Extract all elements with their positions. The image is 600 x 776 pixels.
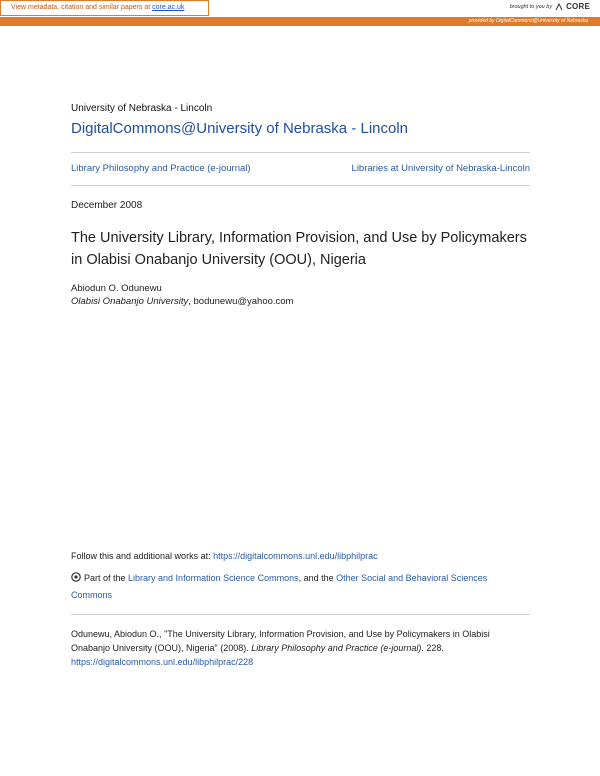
social-sciences-commons-link[interactable]: Other Social and Behavioral Sciences Commons [71, 573, 488, 600]
citation-number: . 228. [421, 643, 444, 653]
follow-line [71, 551, 378, 561]
citation-text: Odunewu, Abiodun O., "The University Library, Information Provision, and Use by Policymakers in Olabisi Onabanjo University (OOU), Nigeria" (2008). [71, 629, 490, 653]
core-arrow-icon [555, 3, 563, 11]
citation-url-link[interactable]: https://digitalcommons.unl.edu/libphilprac/228 [71, 657, 254, 667]
core-provided-text: provided by DigitalCommons@University of Nebraska [468, 18, 588, 24]
affiliation-institution: Olabisi Onabanjo University [71, 296, 189, 307]
core-metadata-box[interactable] [0, 0, 209, 16]
article-title: The University Library, Information Provision, and Use by Policymakers in Olabisi Onabanjo University (OOU), Nigeria [71, 230, 527, 268]
libraries-link[interactable]: Libraries at University of Nebraska-Lincoln [351, 163, 530, 174]
citation-journal: Library Philosophy and Practice (e-journal) [251, 643, 422, 653]
follow-link[interactable]: https://digitalcommons.unl.edu/libphilprac [213, 551, 378, 561]
creative-commons-icon [71, 572, 81, 582]
commons-line [71, 570, 530, 604]
collection-links [71, 163, 530, 174]
core-link[interactable]: core.ac.uk [152, 4, 185, 11]
repository-title[interactable]: DigitalCommons@University of Nebraska - Lincoln [71, 120, 409, 137]
affiliation-email: , bodunewu@yahoo.com [188, 296, 294, 307]
institution-name: University of Nebraska - Lincoln [71, 103, 213, 114]
core-banner [0, 0, 600, 26]
part-prefix: Part of the [84, 573, 129, 583]
core-logo: CORE [566, 2, 590, 11]
part-middle: , and the [298, 573, 337, 583]
divider [71, 185, 530, 186]
divider [71, 152, 530, 153]
divider [71, 614, 530, 615]
author-name: Abiodun O. Odunewu [71, 283, 162, 294]
core-metadata-text: View metadata, citation and similar papers at [11, 4, 153, 11]
core-brought-text: brought to you by [509, 3, 553, 10]
citation [71, 627, 530, 669]
core-brand[interactable] [510, 2, 590, 11]
follow-text: Follow this and additional works at: [71, 551, 214, 561]
publication-date: December 2008 [71, 200, 143, 211]
journal-link[interactable]: Library Philosophy and Practice (e-journal) [71, 163, 251, 174]
author-affiliation [71, 296, 293, 307]
core-provided-strip [0, 17, 600, 26]
lis-commons-link[interactable]: Library and Information Science Commons [128, 573, 299, 583]
